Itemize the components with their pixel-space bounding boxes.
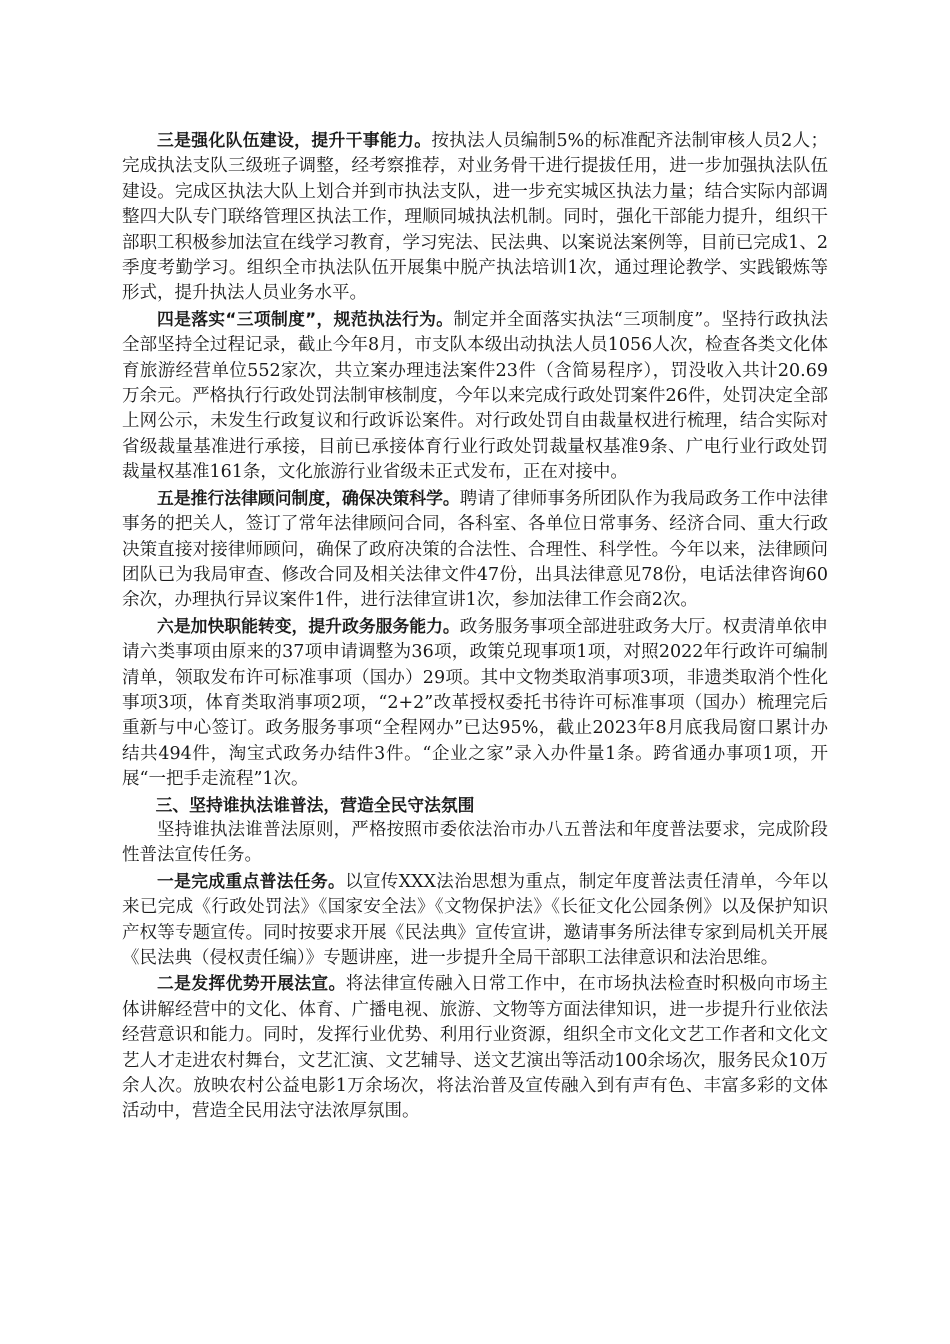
paragraph-lead: 二是发挥优势开展法宣。	[157, 973, 346, 994]
paragraph-three-systems	[122, 307, 828, 486]
document-body	[122, 128, 828, 1125]
paragraph-text: 聘请了律师事务所团队作为我局政务工作中法律事务的把关人，签订了常年法律顾问合同，各科室、各单位日常事务、经济合同、重大行政决策直接对接律师顾问，确保了政府决策的合法性、合理性、科学性。今年以来，法律顾问团队已为我局审查、修改合同及相关法律文件47份，出具法律意见78份，电话法律咨询60余次，办理执行异议案件1件，进行法律宣讲1次，参加法律工作会商2次。	[122, 488, 828, 611]
paragraph-team-building	[122, 128, 828, 307]
paragraph-lead: 六是加快职能转变，提升政务服务能力。	[157, 615, 460, 636]
paragraph-function-transformation	[122, 614, 828, 793]
paragraph-text: 将法律宣传融入日常工作中，在市场执法检查时积极向市场主体讲解经营中的文化、体育、广播电视、旅游、文物等方面法律知识，进一步提升行业依法经营意识和能力。同时，发挥行业优势、利用行业资源，组织全市文化文艺工作者和文化文艺人才走进农村舞台，文艺汇演、文艺辅导、送文艺演出等活动100余场次，服务民众10万余人次。放映农村公益电影1万余场次，将法治普及宣传融入到有声有色、丰富多彩的文体活动中，营造全民用法守法浓厚氛围。	[122, 974, 828, 1122]
section-heading: 三、坚持谁执法谁普法，营造全民守法氛围	[155, 794, 475, 815]
paragraph-legal-publicity	[122, 971, 828, 1124]
paragraph-lead: 一是完成重点普法任务。	[157, 870, 346, 891]
section-intro: 坚持谁执法谁普法原则，严格按照市委依法治市办八五普法和年度普法要求，完成阶段性普法宣传任务。	[122, 819, 828, 866]
paragraph-text: 以宣传XXX法治思想为重点，制定年度普法责任清单，今年以来已完成《行政处罚法》《国家安全法》《文物保护法》《长征文化公园条例》以及保护知识产权等专题宣传。同时按要求开展《民法典》宣传宣讲，邀请事务所法律专家到局机关开展《民法典（侵权责任编）》专题讲座，进一步提升全局干部职工法律意识和法治思维。	[122, 871, 828, 968]
paragraph-key-tasks	[122, 869, 828, 972]
paragraph-text: 政务服务事项全部进驻政务大厅。权责清单依申请六类事项由原来的37项申请调整为36项，政策兑现事项1项，对照2022年行政许可编制清单，领取发布许可标准事项（国办）29项。其中文物类取消事项3项，非遗类取消个性化事项3项，体育类取消事项2项，“2+2”改革授权委托书待许可标准事项（国办）梳理完后重新与中心签订。政务服务事项“全程网办”已达95%，截止2023年8月底我局窗口累计办结共494件，淘宝式政务办结件3件。“企业之家”录入办件量1条。跨省通办事项1项，开展“一把手走流程”1次。	[122, 616, 828, 790]
paragraph-text: 制定并全面落实执法“三项制度”。坚持行政执法全部坚持全过程记录，截止今年8月，市支队本级出动执法人员1056人次，检查各类文化体育旅游经营单位552家次，共立案办理违法案件23件（含简易程序），罚没收入共计20.69万余元。严格执行行政处罚法制审核制度，今年以来完成行政处罚案件26件，处罚决定全部上网公示，未发生行政复议和行政诉讼案件。对行政处罚自由裁量权进行梳理，结合实际对省级裁量基准进行承接，目前已承接体育行业行政处罚裁量权基准9条、广电行业行政处罚裁量权基准161条，文化旅游行业省级未正式发布，正在对接中。	[122, 309, 828, 483]
paragraph-lead: 五是推行法律顾问制度，确保决策科学。	[157, 487, 460, 508]
paragraph-lead: 三是强化队伍建设，提升干事能力。	[157, 130, 432, 150]
paragraph-text: 按执法人员编制5%的标准配齐法制审核人员2人；完成执法支队三级班子调整，经考察推荐，对业务骨干进行提拔任用，进一步加强执法队伍建设。完成区执法大队上划合并到市执法支队，进一步充实城区执法力量；结合实际内部调整四大队专门联络管理区执法工作，理顺同城执法机制。同时，强化干部能力提升，组织干部职工积极参加法宣在线学习教育，学习宪法、民法典、以案说法案例等，目前已完成1、2季度考勤学习。组织全市执法队伍开展集中脱产执法培训1次，通过理论教学、实践锻炼等形式，提升执法人员业务水平。	[122, 131, 828, 304]
paragraph-lead: 四是落实“三项制度”，规范执法行为。	[157, 308, 454, 329]
paragraph-legal-advisor	[122, 486, 828, 614]
